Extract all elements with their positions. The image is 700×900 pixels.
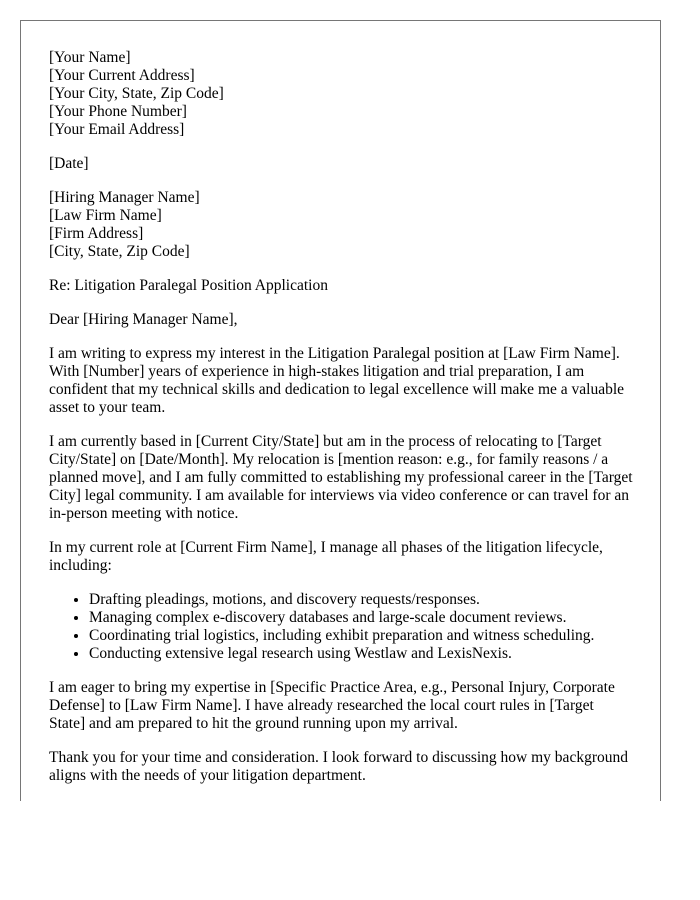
paragraph-current-role: In my current role at [Current Firm Name], I manage all phases of the litigation lifecycle, including: <box>49 539 603 574</box>
list-item: • Coordinating trial logistics, including exhibit preparation and witness scheduling. <box>89 627 633 645</box>
sender-city-state-zip: [Your City, State, Zip Code] <box>49 85 224 102</box>
date-block <box>49 155 633 173</box>
sender-block <box>49 49 633 139</box>
paragraph-relocation: I am currently based in [Current City/State] but am in the process of relocating to [Target City/State] on [Date/Month]. My relocation is [mention reason: e.g., for family reasons / a planned move], and I am fully committed to establishing my professional career in the [Target City] legal community. I am available for interviews via video conference or can travel for an in-person meeting with notice. <box>49 433 633 522</box>
list-item: • Conducting extensive legal research using Westlaw and LexisNexis. <box>89 645 633 663</box>
recipient-block <box>49 189 633 261</box>
sender-phone: [Your Phone Number] <box>49 103 187 120</box>
letter-page <box>20 20 661 801</box>
paragraph-intro: I am writing to express my interest in the Litigation Paralegal position at [Law Firm Name]. With [Number] years of experience in high-stakes litigation and trial preparation, I am confident that my technical skills and dedication to legal excellence will make me a valuable asset to your team. <box>49 345 625 416</box>
list-item: • Managing complex e-discovery databases and large-scale document reviews. <box>89 609 633 627</box>
list-item: • Drafting pleadings, motions, and discovery requests/responses. <box>89 591 633 609</box>
salutation: Dear [Hiring Manager Name], <box>49 311 238 328</box>
letter-content <box>49 49 633 801</box>
recipient-firm: [Law Firm Name] <box>49 207 162 224</box>
subject-line: Re: Litigation Paralegal Position Application <box>49 277 328 294</box>
sender-email: [Your Email Address] <box>49 121 185 138</box>
recipient-city-state-zip: [City, State, Zip Code] <box>49 243 190 260</box>
sender-name: [Your Name] <box>49 49 131 66</box>
skills-list <box>49 591 633 663</box>
letter-date: [Date] <box>49 155 89 172</box>
sender-address: [Your Current Address] <box>49 67 195 84</box>
recipient-address: [Firm Address] <box>49 225 144 242</box>
recipient-name: [Hiring Manager Name] <box>49 189 200 206</box>
paragraph-expertise: I am eager to bring my expertise in [Specific Practice Area, e.g., Personal Injury, Corporate Defense] to [Law Firm Name]. I have already researched the local court rules in [Target State] and am prepared to hit the ground running upon my arrival. <box>49 679 615 732</box>
paragraph-thank-you: Thank you for your time and consideration. I look forward to discussing how my background aligns with the needs of your litigation department. <box>49 749 628 784</box>
